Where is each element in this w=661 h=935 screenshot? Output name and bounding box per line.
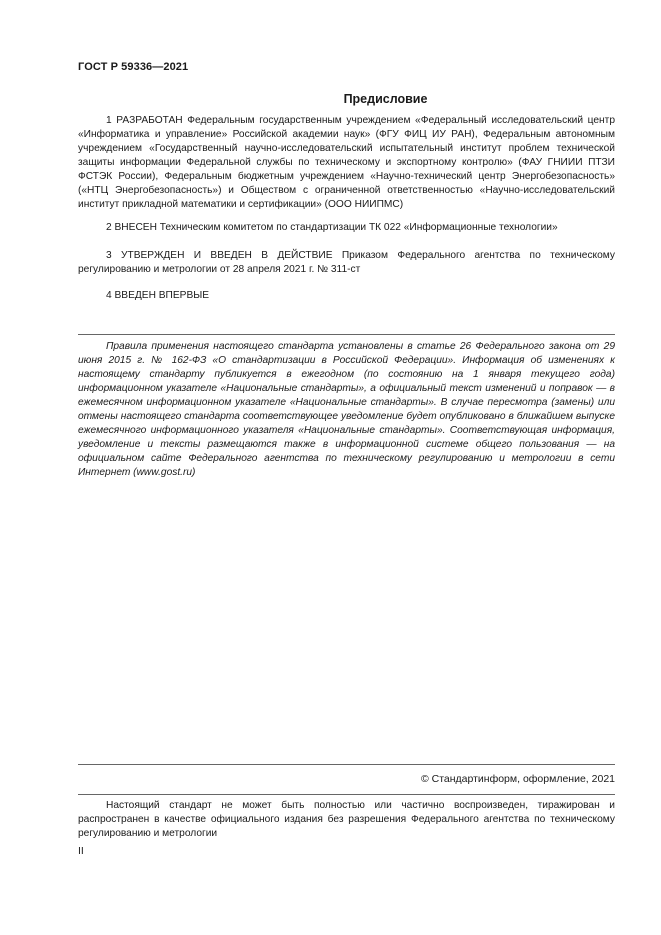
foreword-title: Предисловие [343, 92, 428, 106]
footer-divider [78, 794, 615, 795]
reproduction-notice: Настоящий стандарт не может быть полностью или частично воспроизведен, тиражирован и распространен в качестве официального издания без разрешения Федерального агентства по техническому регулированию и метрологии [78, 800, 615, 839]
page-number: II [78, 845, 84, 857]
foreword-item-3: 3 УТВЕРЖДЕН И ВВЕДЕН В ДЕЙСТВИЕ Приказом Федерального агентства по техническому регулированию и метрологии от 28 апреля 2021 г. № 311-ст [78, 250, 615, 275]
foreword-item-4: 4 ВВЕДЕН ВПЕРВЫЕ [106, 290, 210, 301]
bottom-divider [78, 764, 615, 765]
foreword-item-2: 2 ВНЕСЕН Техническим комитетом по стандартизации ТК 022 «Информационные технологии» [106, 222, 558, 233]
foreword-item-1: 1 РАЗРАБОТАН Федеральным государственным учреждением «Федеральный исследовательский центр «Информатика и управление» Российской академии наук» (ФГУ ФИЦ ИУ РАН), Федеральным автономным учреждением «Государственный научно-исследовательский испытательный институт проблем технической защиты информации Федеральной службы по техническому и экспортному контролю» (ФАУ ГНИИИ ПТЗИ ФСТЭК России), Федеральным бюджетным учреждением «Научно-технический центр Энергобезопасность» («НТЦ Энергобезопасность») и Обществом с ограниченной ответственностью «Научно-исследовательский институт прикладной математики и сертификации» (ООО НИИПМС) [78, 115, 615, 210]
copyright-line: © Стандартинформ, оформление, 2021 [420, 773, 615, 785]
notice-text: Правила применения настоящего стандарта установлены в статье 26 Федерального закона от 29 июня 2015 г. № 162-ФЗ «О стандартизации в Российской Федерации». Информация об изменениях к настоящему стандарту публикуется в ежегодном (по состоянию на 1 января текущего года) информационном указателе «Национальные стандарты», а официальный текст изменений и поправок — в ежемесячном информационном указателе «Национальные стандарты». В случае пересмотра (замены) или отмены настоящего стандарта соответствующее уведомление будет опубликовано в ближайшем выпуске ежемесячного информационного указателя «Национальные стандарты». Соответствующая информация, уведомление и тексты размещаются также в информационной системе общего пользования — на официальном сайте Федерального агентства по техническому регулированию и метрологии в сети Интернет (www.gost.ru) [78, 341, 615, 478]
top-divider [78, 334, 615, 335]
standard-code: ГОСТ Р 59336—2021 [78, 61, 189, 73]
